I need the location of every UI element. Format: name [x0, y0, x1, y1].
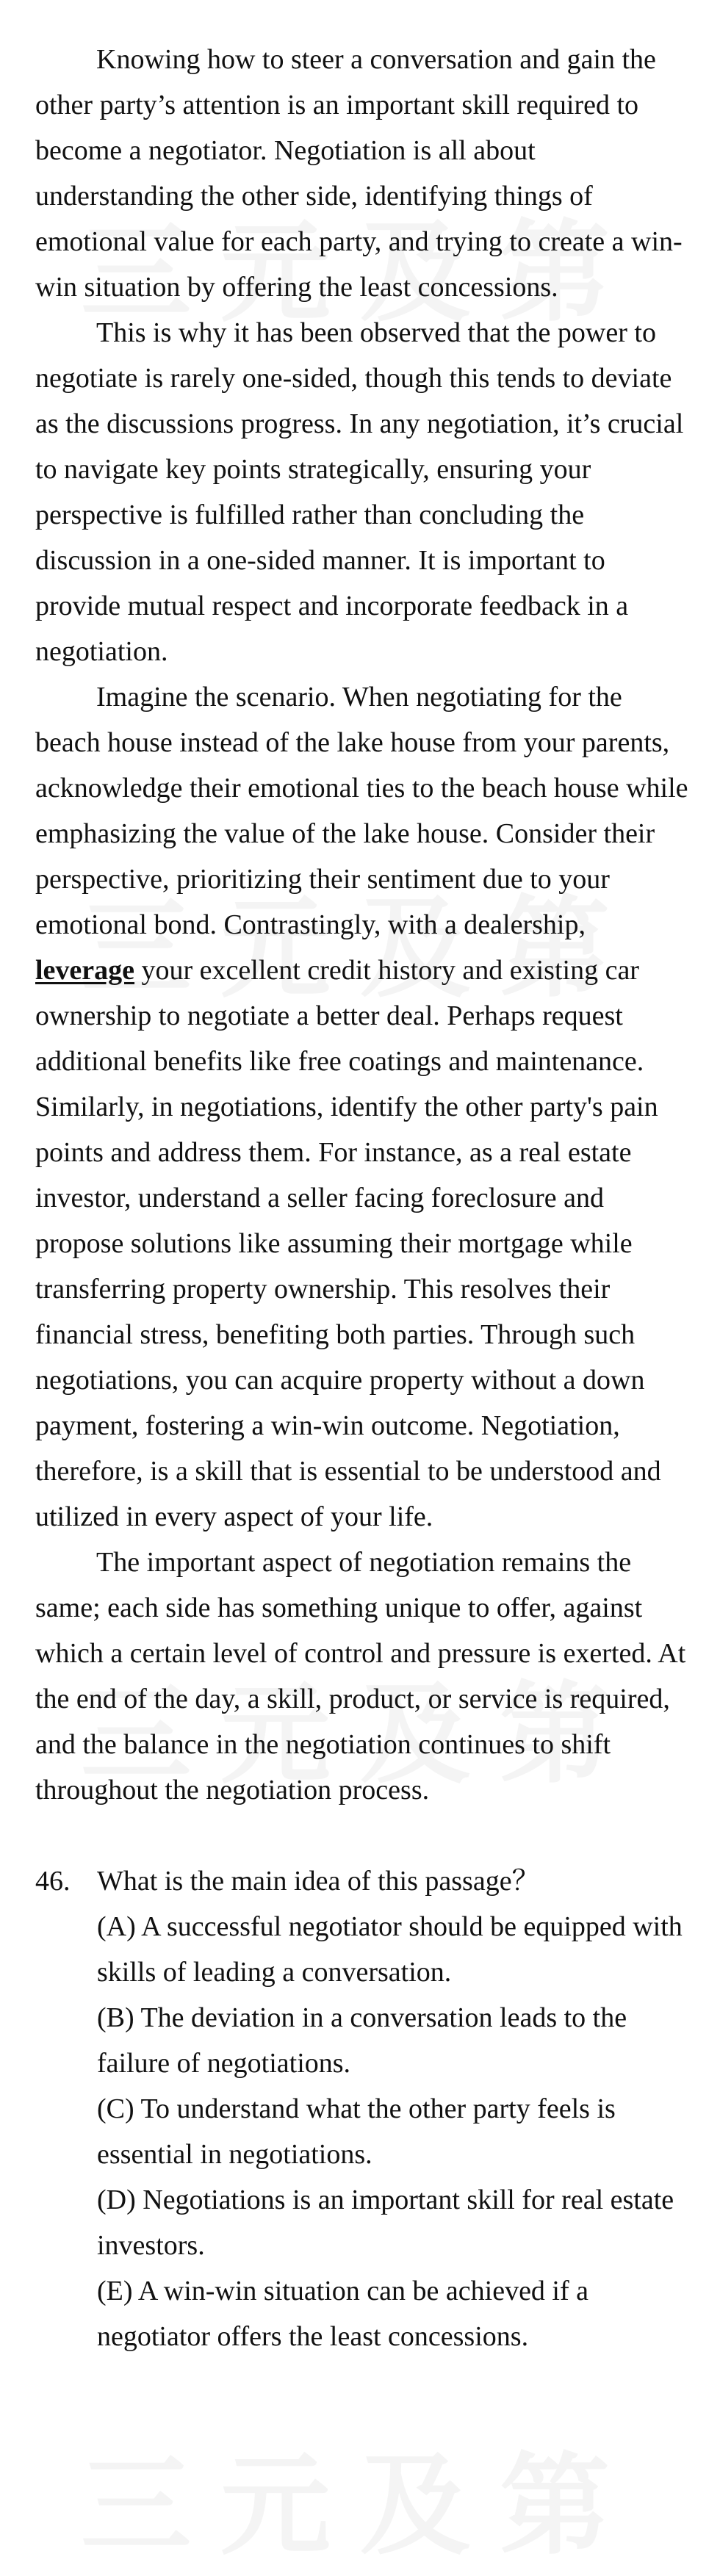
paragraph-3-text-before: Imagine the scenario. When negotiating for the beach house instead of the lake house from your parents, acknowledge their emotional ties to the beach house while emphasizing the value of the lake house. Consider their perspective, prioritizing their sentiment due to your emotional bond. Contrastingly, with a dealership,: [35, 682, 688, 940]
passage-paragraph-3: [35, 674, 689, 1540]
option-b[interactable]: (B) The deviation in a conversation leads to the failure of negotiations.: [97, 2002, 627, 2079]
option-e[interactable]: (E) A win-win situation can be achieved if a negotiator offers the least concessions.: [97, 2276, 589, 2352]
option-c[interactable]: (C) To understand what the other party feels is essential in negotiations.: [97, 2093, 616, 2170]
paragraph-3-text-after: your excellent credit history and existing car ownership to negotiate a better deal. Perhaps request additional benefits like free coatings and maintenance. Similarly, in negotiations, identify the other party's pain points and address them. For instance, as a real estate investor, understand a seller facing foreclosure and propose solutions like assuming their mortgage while transferring property ownership. This resolves their financial stress, benefiting both parties. Through such negotiations, you can acquire property without a down payment, fostering a win-win outcome. Negotiation, therefore, is a skill that is essential to be understood and utilized in every aspect of your life.: [35, 955, 661, 1532]
question-number: 46.: [35, 1866, 71, 1897]
passage-paragraph-4: The important aspect of negotiation remains the same; each side has something unique to offer, against which a certain level of control and pressure is exerted. At the end of the day, a skill, product, or service is required, and the balance in the negotiation continues to shift throughout the negotiation process.: [35, 1547, 686, 1805]
option-a[interactable]: (A) A successful negotiator should be equipped with skills of leading a conversation.: [97, 1911, 683, 1988]
question-46: [35, 1858, 689, 2359]
passage-paragraph-1: Knowing how to steer a conversation and gain the other party’s attention is an important skill required to become a negotiator. Negotiation is all about understanding the other side, identifying things of emotional value for each party, and trying to create a win-win situation by offering the least concessions.: [35, 44, 683, 303]
document-page: [35, 37, 689, 2359]
keyword-leverage: leverage: [35, 955, 135, 986]
question-stem: What is the main idea of this passage？: [97, 1866, 540, 1897]
option-d[interactable]: (D) Negotiations is an important skill for real estate investors.: [97, 2184, 674, 2261]
passage-paragraph-2: This is why it has been observed that the power to negotiate is rarely one-sided, though this tends to deviate as the discussions progress. In any negotiation, it’s crucial to navigate key points strategically, ensuring your perspective is fulfilled rather than concluding the discussion in a one-sided manner. It is important to provide mutual respect and incorporate feedback in a negotiation.: [35, 317, 684, 667]
answer-options: [97, 1904, 689, 2359]
watermark: [51, 2417, 669, 2575]
